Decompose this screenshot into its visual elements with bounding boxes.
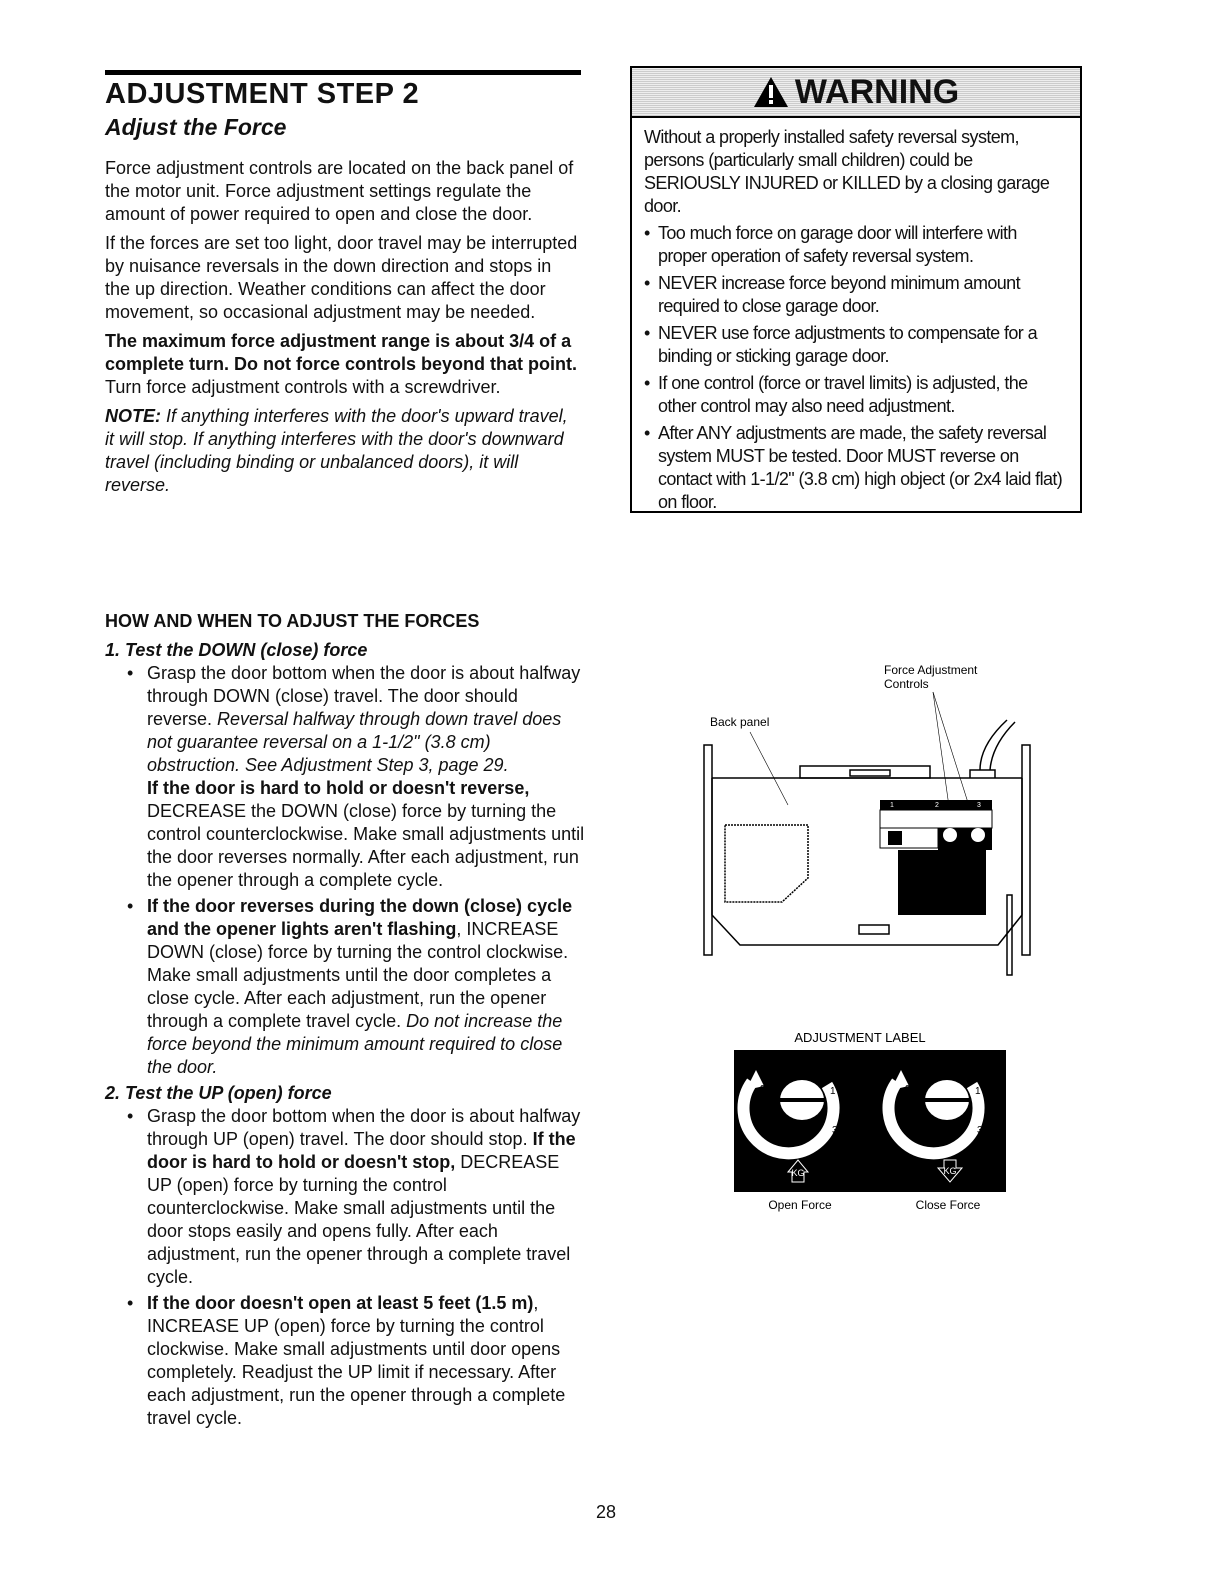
step1-bullet-1 [127,662,585,892]
text: Grasp the door bottom when the door is about halfway through DOWN (close) travel. The door should reverse. [147,663,581,729]
dial-number: 5 [944,1135,950,1146]
warning-triangle-icon [753,76,789,108]
step1-bullet-2 [127,895,585,1079]
text: DECREASE UP (open) force by turning the control counterclockwise. Make small adjustments until the door stops easily and opens fully. After each adjustment, run the opener through a complete travel cycle. [147,1152,571,1287]
dial-number: 9 [905,1084,911,1095]
step2-bullet-2 [127,1292,585,1430]
page-subtitle: Adjust the Force [105,114,287,140]
warning-item: • NEVER increase force beyond minimum amount required to close garage door. [644,272,1068,318]
force-controls-label: Force Adjustment [884,663,978,677]
how-section [105,610,585,1433]
text: Grasp the door bottom when the door is about halfway through UP (open) travel. The door should stop. [147,1106,581,1149]
intro-paragraph-3 [105,330,581,399]
title-rule [105,70,581,75]
back-panel-label: Back panel [710,715,770,729]
intro-paragraph-1: Force adjustment controls are located on the back panel of the motor unit. Force adjustment settings regulate the amount of power required to open and close the door. [105,158,574,224]
intro-paragraph-2: If the forces are set too light, door travel may be interrupted by nuisance reversals in the down direction and stops in the up direction. Weather conditions can affect the door movement, so occasional adjustment may be needed. [105,233,578,322]
adjustment-label-title: ADJUSTMENT LABEL [794,1030,926,1045]
page-number: 28 [595,1502,617,1522]
text: DECREASE the DOWN (close) force by turning the control counterclockwise. Make small adjustments until the door reverses normally. After each adjustment, run the opener through a complete cycle. [147,801,585,890]
warning-title: WARNING [794,72,960,111]
how-heading: HOW AND WHEN TO ADJUST THE FORCES [105,611,480,631]
dial-number: 3 [977,1125,983,1136]
text: , INCREASE DOWN (close) force by turning the control clockwise. Make small adjustments until the door completes a close cycle. After each adjustment, run the opener through a complete travel cycle. [147,919,569,1031]
page-title: ADJUSTMENT STEP 2 [105,78,420,110]
bold-text: If the door is hard to hold or doesn't reverse, [147,778,530,798]
step2-title: 2. Test the UP (open) force [105,1083,332,1103]
step1-title: 1. Test the DOWN (close) force [105,640,368,660]
max-force-rest: Turn force adjustment controls with a screwdriver. [105,377,501,397]
motor-unit-diagram [680,650,1040,1220]
note-text: If anything interferes with the door's upward travel, it will stop. If anything interferes with the door's downward travel (including binding or unbalanced doors), it will reverse. [105,406,568,495]
force-controls-label-2: Controls [884,677,929,691]
warning-item: • Too much force on garage door will interfere with proper operation of safety reversal system. [644,222,1068,268]
warning-item: • NEVER use force adjustments to compensate for a binding or sticking garage door. [644,322,1068,368]
step2-bullet-1 [127,1105,585,1289]
warning-header [632,68,1080,118]
terminal-3: 3 [977,802,981,809]
terminal-1: 1 [890,802,894,809]
terminal-2: 2 [935,802,939,809]
bold-text: If the door doesn't open at least 5 feet (1.5 m) [147,1293,534,1313]
intro-section [105,157,581,503]
warning-item: • If one control (force or travel limits) is adjusted, the other control may also need adjustment. [644,372,1068,418]
dial-number: 7 [764,1120,770,1131]
kg-label: KG [943,1166,957,1176]
text: , INCREASE UP (open) force by turning the control clockwise. Make small adjustments until door opens completely. Readjust the UP limit if necessary. After each adjustment, run the opener through a complete travel cycle. [147,1293,566,1428]
close-force-label: Close Force [915,1198,981,1212]
kg-label: KG [791,1168,805,1178]
warning-intro: Without a properly installed safety reversal system, persons (particularly small children) could be SERIOUSLY INJURED or KILLED by a closing garage door. [644,127,1050,216]
dial-number: 7 [909,1120,915,1131]
note-label: NOTE: [105,406,161,426]
max-force-bold: The maximum force adjustment range is about 3/4 of a complete turn. Do not force controls beyond that point. [105,331,577,374]
warning-box [630,66,1082,513]
dial-number: 5 [799,1135,805,1146]
italic-text: Do not increase the force beyond the minimum amount required to close the door. [147,1011,563,1077]
dial-number: 3 [832,1125,838,1136]
open-force-label: Open Force [768,1198,832,1212]
dial-number: 1 [830,1086,836,1097]
italic-text: Reversal halfway through down travel does not guarantee reversal on a 1-1/2" (3.8 cm) obstruction. See Adjustment Step 3, page 29. [147,709,562,775]
warning-item: • After ANY adjustments are made, the safety reversal system MUST be tested. Door MUST reverse on contact with 1-1/2" (3.8 cm) high object (or 2x4 laid flat) on floor. [644,422,1068,514]
note [105,405,581,497]
dial-number: 1 [975,1086,981,1097]
bold-text: If the door reverses during the down (close) cycle and the opener lights aren't flashing [147,896,573,939]
bold-text: If the door is hard to hold or doesn't stop, [147,1129,576,1172]
adjustment-label [734,1050,1006,1192]
dial-number: 9 [760,1084,766,1095]
